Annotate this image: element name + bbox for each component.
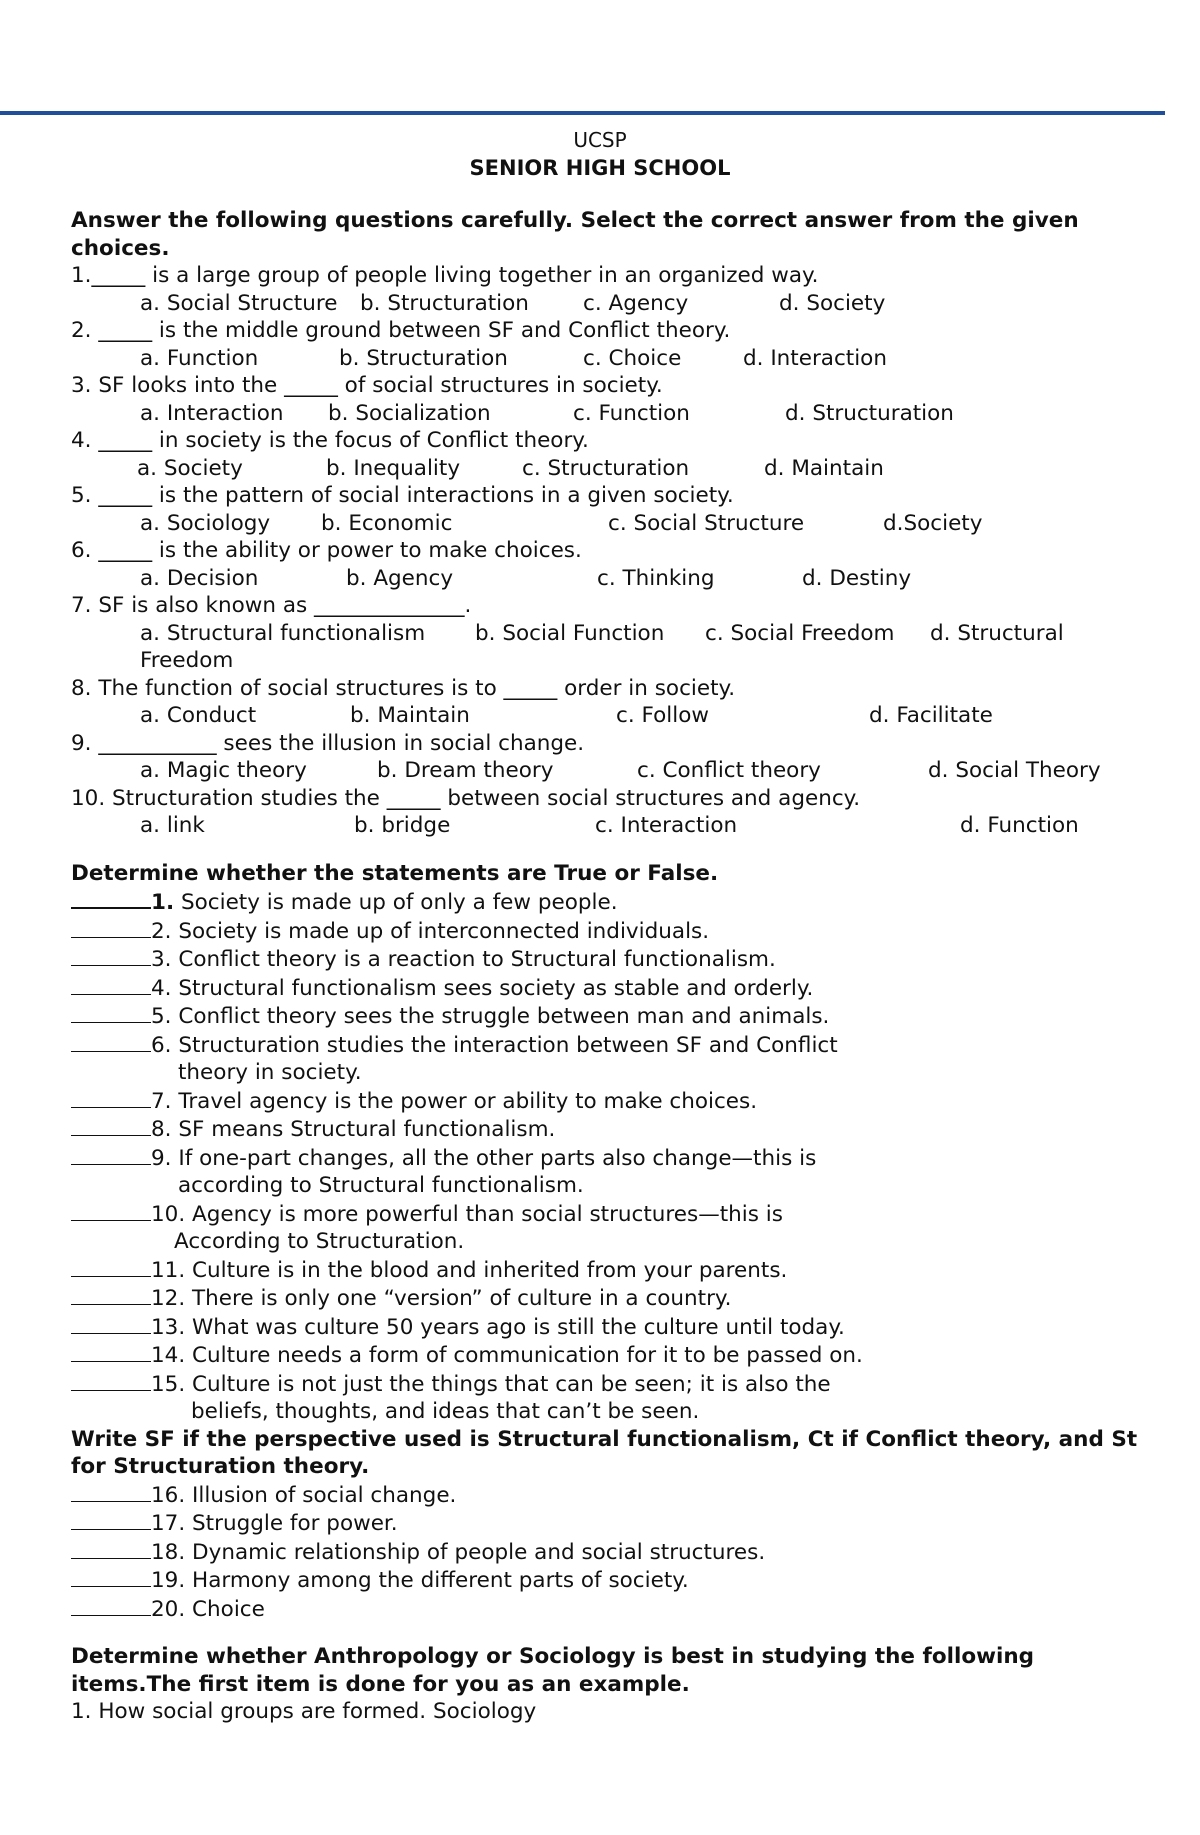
- tf-item: 10. Agency is more powerful than social structures—this is: [71, 1200, 1151, 1229]
- mc-choices: a. Social Structure b. Structuration c. Agency d. Society: [140, 290, 886, 316]
- anthro-soc-instruction: Determine whether Anthropology or Sociology is best in studying the following items.The first item is done for you as an example.: [71, 1644, 1035, 1697]
- mc-question: 7. SF is also known as ______________.: [71, 593, 472, 618]
- answer-blank[interactable]: [71, 917, 151, 938]
- subject-title: UCSP: [573, 128, 627, 152]
- answer-blank[interactable]: [71, 1595, 151, 1616]
- answer-blank[interactable]: [71, 974, 151, 995]
- mc-choices: a. Society b. Inequality c. Structuration d. Maintain: [137, 455, 884, 481]
- perspective-instruction: Write SF if the perspective used is Structural functionalism, Ct if Conflict theory, and St for Structuration theory.: [71, 1426, 1138, 1479]
- tf-item: 14. Culture needs a form of communication for it to be passed on.: [71, 1341, 1151, 1370]
- perspective-item: 18. Dynamic relationship of people and social structures.: [71, 1538, 1151, 1567]
- tf-item: 9. If one-part changes, all the other parts also change—this is: [71, 1144, 1151, 1173]
- tf-item: 3. Conflict theory is a reaction to Structural functionalism.: [71, 945, 1151, 974]
- mc-choices: a. link b. bridge c. Interaction d. Function: [140, 813, 1079, 838]
- answer-blank[interactable]: [71, 1370, 151, 1391]
- perspective-item: 19. Harmony among the different parts of society.: [71, 1566, 1151, 1595]
- tf-item: 8. SF means Structural functionalism.: [71, 1115, 1151, 1144]
- mc-choices-wrap: Freedom: [140, 648, 234, 673]
- mc-question: 9. ___________ sees the illusion in social change.: [71, 730, 585, 756]
- answer-blank[interactable]: [71, 945, 151, 966]
- tf-item: 5. Conflict theory sees the struggle between man and animals.: [71, 1002, 1151, 1031]
- tf-item: 2. Society is made up of interconnected individuals.: [71, 917, 1151, 946]
- tf-item: 4. Structural functionalism sees society as stable and orderly.: [71, 974, 1151, 1003]
- answer-blank[interactable]: [71, 1115, 151, 1136]
- perspective-item: 20. Choice: [71, 1595, 1151, 1624]
- tf-item: 6. Structuration studies the interaction between SF and Conflict: [71, 1031, 1151, 1060]
- mc-question: 2. _____ is the middle ground between SF and Conflict theory.: [71, 318, 731, 343]
- answer-blank[interactable]: [71, 1284, 151, 1305]
- answer-blank[interactable]: [71, 1566, 151, 1587]
- tf-instruction: Determine whether the statements are True or False.: [71, 860, 719, 886]
- mc-choices: a. Structural functionalism b. Social Function c. Social Freedom d. Structural: [140, 620, 1064, 646]
- tf-item: 11. Culture is in the blood and inherited from your parents.: [71, 1256, 1151, 1285]
- tf-item: 12. There is only one “version” of culture in a country.: [71, 1284, 1151, 1313]
- answer-blank[interactable]: [71, 1481, 151, 1502]
- perspective-item: 17. Struggle for power.: [71, 1509, 1151, 1538]
- tf-item-continued: according to Structural functionalism.: [178, 1173, 584, 1198]
- mc-choices: a. Magic theory b. Dream theory c. Conflict theory d. Social Theory: [140, 758, 1101, 783]
- mc-question: 6. _____ is the ability or power to make choices.: [71, 538, 582, 563]
- header-rule: [0, 111, 1165, 115]
- mc-choices: a. Interaction b. Socialization c. Function d. Structuration: [140, 400, 954, 426]
- tf-item-continued: According to Structuration.: [174, 1229, 465, 1254]
- answer-blank[interactable]: [71, 1002, 151, 1023]
- tf-item: 15. Culture is not just the things that can be seen; it is also the: [71, 1370, 1151, 1399]
- answer-blank[interactable]: [71, 1256, 151, 1277]
- answer-blank[interactable]: [71, 1031, 151, 1052]
- answer-blank[interactable]: [71, 1200, 151, 1221]
- school-title: SENIOR HIGH SCHOOL: [469, 156, 731, 180]
- worksheet-body: [71, 207, 1151, 1726]
- tf-item-continued: beliefs, thoughts, and ideas that can’t be seen.: [191, 1399, 700, 1424]
- mc-question: 5. _____ is the pattern of social interactions in a given society.: [71, 483, 734, 508]
- tf-item: 13. What was culture 50 years ago is still the culture until today.: [71, 1313, 1151, 1342]
- tf-item: 7. Travel agency is the power or ability to make choices.: [71, 1087, 1151, 1116]
- mc-question: 8. The function of social structures is to _____ order in society.: [71, 675, 736, 701]
- tf-item-continued: theory in society.: [178, 1060, 362, 1085]
- mc-choices: a. Conduct b. Maintain c. Follow d. Facilitate: [140, 703, 993, 728]
- mc-question: 4. _____ in society is the focus of Conflict theory.: [71, 428, 589, 453]
- answer-blank[interactable]: [71, 1313, 151, 1334]
- mc-question: 3. SF looks into the _____ of social structures in society.: [71, 373, 663, 398]
- mc-instruction: Answer the following questions carefully. Select the correct answer from the given choices.: [71, 208, 1079, 261]
- mc-choices: a. Function b. Structuration c. Choice d. Interaction: [140, 345, 887, 371]
- answer-blank[interactable]: [71, 1509, 151, 1530]
- answer-blank[interactable]: [71, 1087, 151, 1108]
- mc-question: 10. Structuration studies the _____ between social structures and agency.: [71, 785, 861, 811]
- mc-choices: a. Decision b. Agency c. Thinking d. Destiny: [140, 565, 912, 591]
- tf-item: 1. Society is made up of only a few people.: [71, 887, 1151, 917]
- answer-blank[interactable]: [71, 1538, 151, 1559]
- anthro-soc-example: 1. How social groups are formed. Sociology: [71, 1699, 537, 1724]
- perspective-item: 16. Illusion of social change.: [71, 1481, 1151, 1510]
- answer-blank[interactable]: [71, 887, 151, 909]
- mc-choices: a. Sociology b. Economic c. Social Structure d.Society: [140, 510, 983, 536]
- answer-blank[interactable]: [71, 1341, 151, 1362]
- document-header: [0, 126, 1200, 182]
- mc-question: 1._____ is a large group of people living together in an organized way.: [71, 263, 819, 288]
- answer-blank[interactable]: [71, 1144, 151, 1165]
